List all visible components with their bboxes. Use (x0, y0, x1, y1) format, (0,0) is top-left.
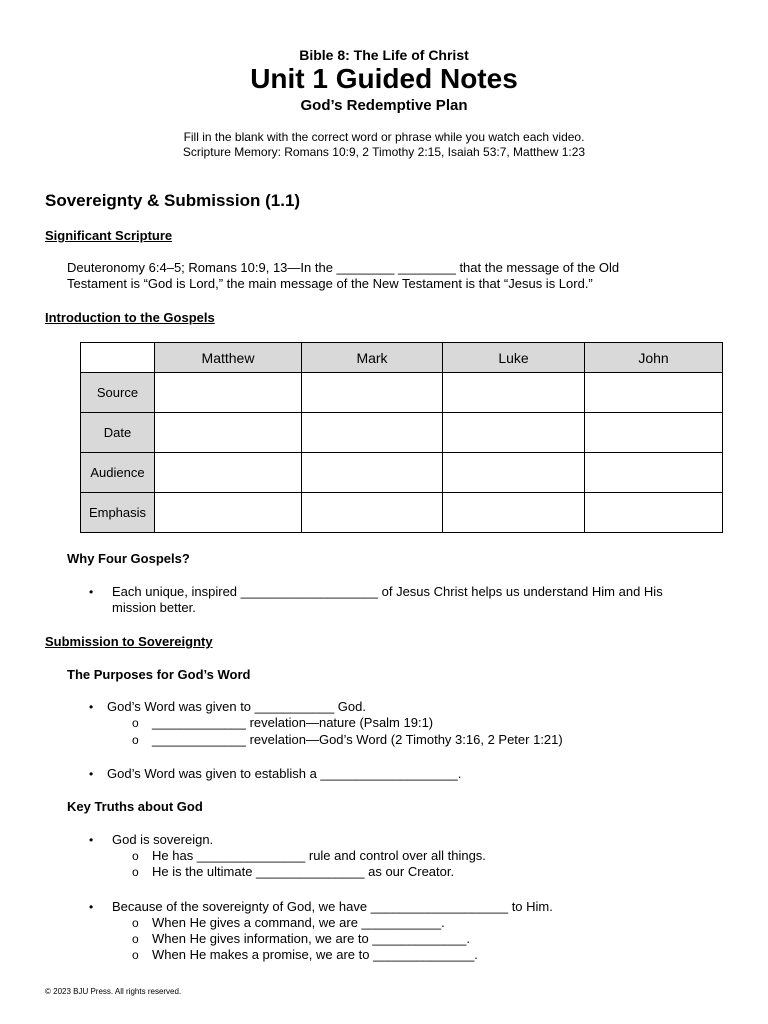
section-title: Sovereignty & Submission (1.1) (45, 191, 301, 210)
column-header-luke: Luke (443, 343, 585, 373)
page-subtitle: God’s Redemptive Plan (300, 97, 468, 114)
bullet-icon: • (89, 700, 94, 714)
why-four-line: Each unique, inspired ___________________ of Jesus Christ helps us understand Him and His (112, 584, 663, 599)
submission-heading: Submission to Sovereignty (45, 634, 213, 649)
table-cell[interactable] (155, 453, 302, 493)
bullet-icon: • (89, 585, 94, 599)
key-truths-heading: Key Truths about God (67, 799, 203, 814)
key-truth-bullet: Because of the sovereignty of God, we have ___________________ to Him. (112, 899, 553, 914)
scripture-memory-line: Scripture Memory: Romans 10:9, 2 Timothy 2:15, Isaiah 53:7, Matthew 1:23 (182, 145, 586, 159)
table-cell[interactable] (443, 493, 585, 533)
table-cell[interactable] (585, 373, 723, 413)
sub-bullet-icon: o (132, 716, 139, 730)
page-title: Unit 1 Guided Notes (250, 63, 518, 94)
table-cell[interactable] (443, 413, 585, 453)
purpose-bullet: God’s Word was given to establish a ___________________. (107, 766, 462, 781)
table-cell[interactable] (585, 413, 723, 453)
row-label-emphasis: Emphasis (81, 493, 155, 533)
table-cell[interactable] (155, 493, 302, 533)
purpose-bullet: God’s Word was given to ___________ God. (107, 699, 366, 714)
instructions-line: Fill in the blank with the correct word or phrase while you watch each video. (183, 130, 585, 144)
table-cell[interactable] (302, 493, 443, 533)
sub-bullet-icon: o (132, 849, 139, 863)
column-header-mark: Mark (302, 343, 443, 373)
table-cell[interactable] (155, 413, 302, 453)
significant-scripture-heading: Significant Scripture (45, 228, 173, 243)
copyright-footer: © 2023 BJU Press. All rights reserved. (45, 987, 182, 996)
table-cell[interactable] (302, 453, 443, 493)
table-row (81, 493, 723, 533)
table-header-row (81, 343, 723, 373)
table-cell[interactable] (585, 453, 723, 493)
key-truth-bullet: God is sovereign. (112, 832, 214, 847)
sub-bullet-icon: o (132, 865, 139, 879)
purpose-sub-item: _____________ revelation—nature (Psalm 19:1) (152, 715, 434, 730)
column-header-matthew: Matthew (155, 343, 302, 373)
course-title: Bible 8: The Life of Christ (299, 47, 469, 63)
row-label-audience: Audience (81, 453, 155, 493)
why-four-gospels-heading: Why Four Gospels? (67, 551, 190, 566)
key-truth-sub-item: When He makes a promise, we are to ______________. (152, 947, 478, 962)
table-row (81, 373, 723, 413)
row-label-source: Source (81, 373, 155, 413)
table-cell[interactable] (302, 413, 443, 453)
bullet-icon: • (89, 900, 94, 914)
sub-bullet-icon: o (132, 916, 139, 930)
sub-bullet-icon: o (132, 948, 139, 962)
table-corner-cell (81, 343, 155, 373)
table-cell[interactable] (443, 373, 585, 413)
table-row (81, 413, 723, 453)
table-cell[interactable] (155, 373, 302, 413)
key-truth-sub-item: He is the ultimate _______________ as our Creator. (152, 864, 455, 879)
bullet-icon: • (89, 767, 94, 781)
key-truth-sub-item: When He gives a command, we are ___________. (152, 915, 445, 930)
key-truth-sub-item: When He gives information, we are to _____________. (152, 931, 470, 946)
column-header-john: John (585, 343, 723, 373)
sub-bullet-icon: o (132, 733, 139, 747)
gospels-intro-heading: Introduction to the Gospels (45, 310, 215, 325)
purposes-heading: The Purposes for God’s Word (67, 667, 251, 682)
scripture-line: Deuteronomy 6:4–5; Romans 10:9, 13—In the ________ ________ that the message of the Old (67, 260, 620, 275)
sub-bullet-icon: o (132, 932, 139, 946)
key-truth-sub-item: He has _______________ rule and control over all things. (152, 848, 486, 863)
why-four-line: mission better. (112, 600, 196, 615)
purpose-sub-item: _____________ revelation—God’s Word (2 Timothy 3:16, 2 Peter 1:21) (152, 732, 563, 747)
table-cell[interactable] (302, 373, 443, 413)
table-row (81, 453, 723, 493)
scripture-line: Testament is “God is Lord,” the main message of the New Testament is that “Jesus is Lord.” (67, 276, 593, 291)
table-cell[interactable] (585, 493, 723, 533)
gospels-table (80, 342, 723, 533)
table-cell[interactable] (443, 453, 585, 493)
row-label-date: Date (81, 413, 155, 453)
bullet-icon: • (89, 833, 94, 847)
